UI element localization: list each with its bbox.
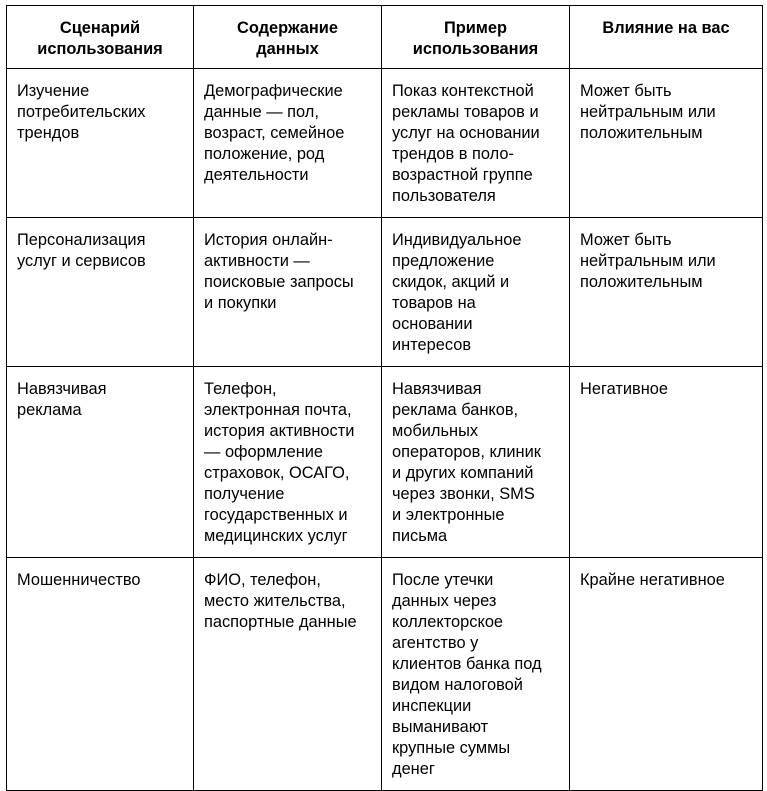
header-scenario: Сценарий использования xyxy=(7,6,194,69)
cell-impact: Негативное xyxy=(570,367,763,558)
table-row xyxy=(7,218,763,367)
cell-impact: Может быть нейтральным или положительным xyxy=(570,218,763,367)
cell-scenario: Персонализация услуг и сервисов xyxy=(7,218,194,367)
cell-example: После утечки данных через коллекторское агентство у клиентов банка под видом налоговой инспекции выманивают крупные суммы денег xyxy=(382,558,570,791)
cell-data-content: История онлайн- активности — поисковые запросы и покупки xyxy=(194,218,382,367)
cell-example: Показ контекстной рекламы товаров и услуг на основании трендов в поло- возрастной группе пользователя xyxy=(382,69,570,218)
cell-example: Индивидуальное предложение скидок, акций и товаров на основании интересов xyxy=(382,218,570,367)
header-data-content: Содержание данных xyxy=(194,6,382,69)
table-row xyxy=(7,367,763,558)
table-row xyxy=(7,69,763,218)
data-usage-table xyxy=(6,5,763,791)
cell-scenario: Изучение потребительских трендов xyxy=(7,69,194,218)
cell-data-content: ФИО, телефон, место жительства, паспортные данные xyxy=(194,558,382,791)
cell-data-content: Телефон, электронная почта, история активности — оформление страховок, ОСАГО, получение государственных и медицинских услуг xyxy=(194,367,382,558)
cell-data-content: Демографические данные — пол, возраст, семейное положение, род деятельности xyxy=(194,69,382,218)
data-usage-table-container xyxy=(6,5,763,791)
header-impact: Влияние на вас xyxy=(570,6,763,69)
cell-impact: Крайне негативное xyxy=(570,558,763,791)
table-row xyxy=(7,558,763,791)
table-header-row xyxy=(7,6,763,69)
cell-scenario: Мошенничество xyxy=(7,558,194,791)
cell-scenario: Навязчивая реклама xyxy=(7,367,194,558)
header-example: Пример использования xyxy=(382,6,570,69)
cell-impact: Может быть нейтральным или положительным xyxy=(570,69,763,218)
cell-example: Навязчивая реклама банков, мобильных операторов, клиник и других компаний через звонки, SMS и электронные письма xyxy=(382,367,570,558)
